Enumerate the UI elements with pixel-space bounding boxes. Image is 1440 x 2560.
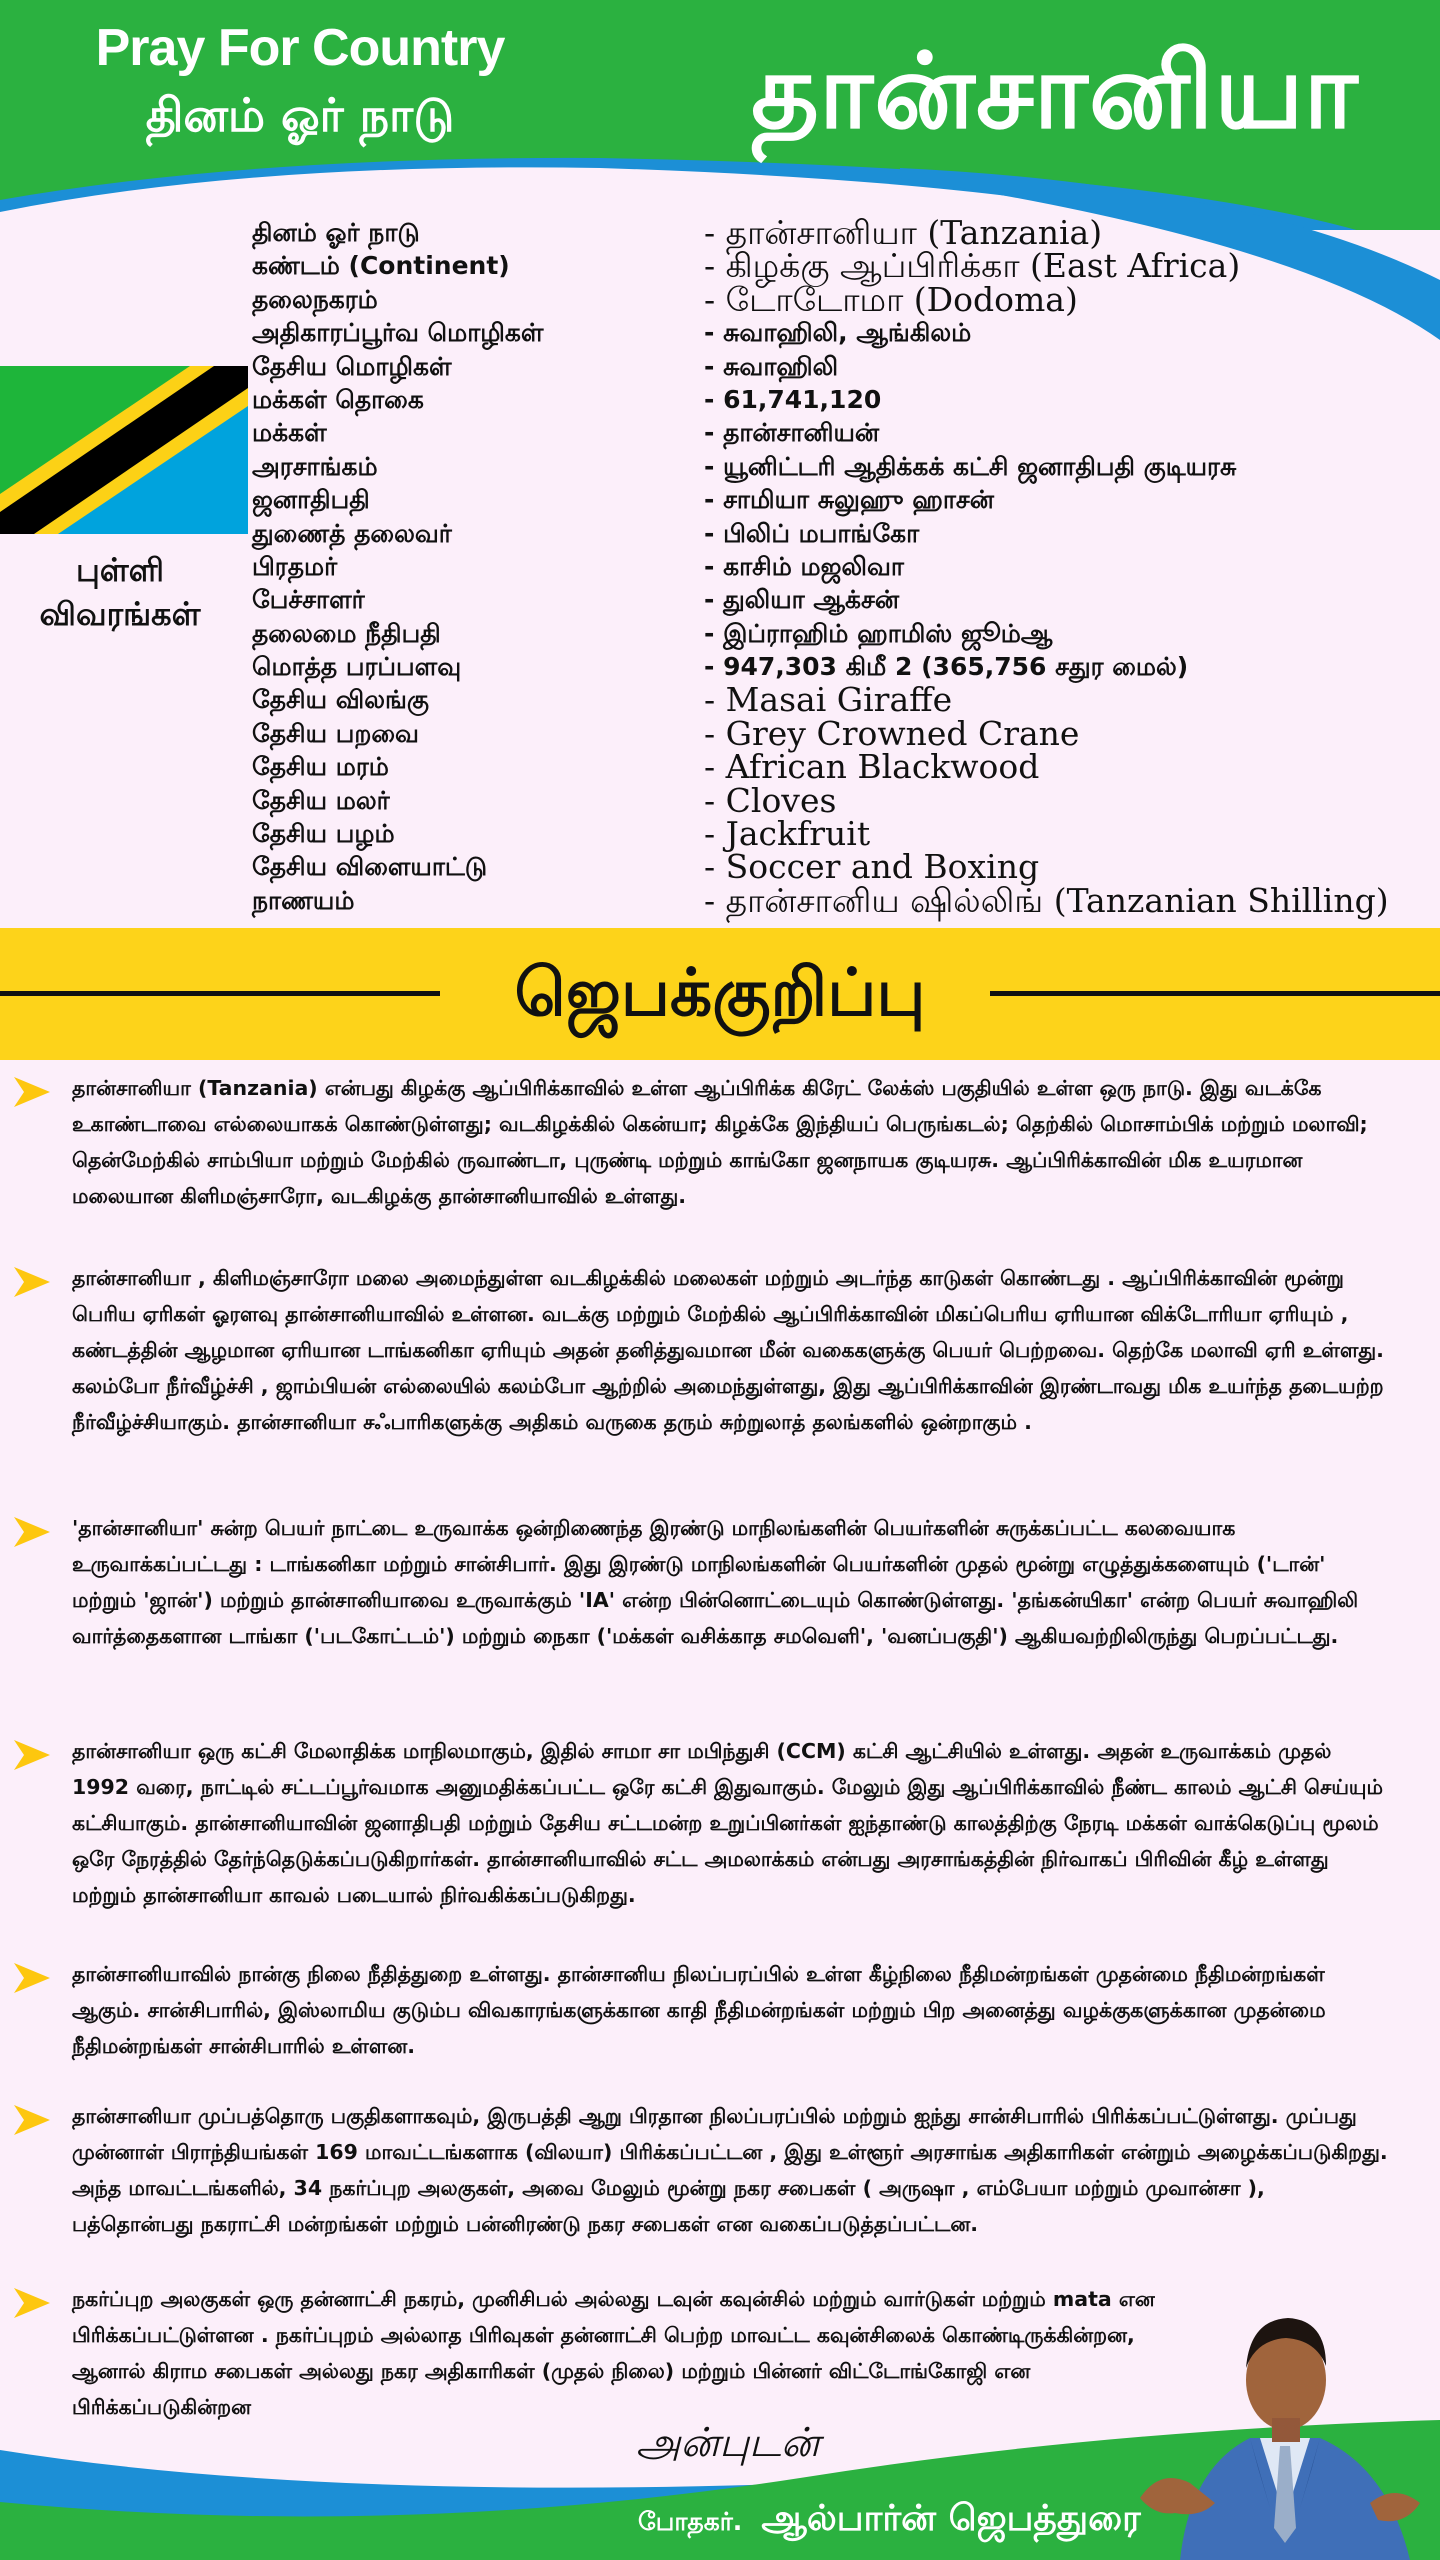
pastor-portrait — [1120, 2268, 1440, 2560]
fact-row — [252, 713, 1432, 753]
fact-row — [252, 246, 1432, 286]
fact-value: - தான்சானியா (Tanzania) — [704, 213, 1103, 252]
pastor-name: ஆல்பார்ன் ஜெபத்துரை — [761, 2498, 1141, 2539]
fact-row — [252, 814, 1432, 854]
arrow-bullet-icon — [14, 1077, 50, 1107]
prayer-points-banner — [0, 928, 1440, 1060]
fact-value: - Jackfruit — [704, 814, 871, 854]
fact-value: - தான்சானியன் — [704, 418, 880, 448]
arrow-bullet-icon — [14, 1267, 50, 1297]
fact-label: தலைமை நீதிபதி — [252, 618, 441, 648]
fact-value: - 947,303 கிமீ 2 (365,756 சதுர மைல்) — [704, 652, 1189, 682]
arrow-bullet-icon — [14, 2105, 50, 2135]
fact-value: - பிலிப் மபாங்கோ — [704, 518, 920, 548]
fact-label: தேசிய மரம் — [252, 752, 389, 782]
fact-label: கண்டம் (Continent) — [252, 251, 510, 281]
facts-table — [252, 213, 1432, 920]
fact-row — [252, 316, 1432, 349]
fact-label: தேசிய பறவை — [252, 718, 419, 748]
fact-row — [252, 583, 1432, 616]
facts-label-line2: விவரங்கள் — [39, 595, 201, 633]
fact-value: - 61,741,120 — [704, 384, 882, 414]
fact-label: தேசிய பழம் — [252, 819, 395, 849]
fact-value: - Grey Crowned Crane — [704, 713, 1080, 753]
fact-label: அதிகாரப்பூர்வ மொழிகள் — [252, 318, 544, 348]
paragraph: 'தான்சானியா' சுன்ற பெயர் நாட்டை உருவாக்க ஒன்றிணைந்த இரண்டு மாநிலங்களின் பெயர்களின் சுருக்கப்பட்ட கலவையாக உருவாக்கப்பட்டது : டாங்கனிகா மற்றும் சான்சிபார். இது இரண்டு மாநிலங்களின் பெயர்களின் முதல் மூன்று எழுத்துக்களையும் ('டான்' மற்றும் 'ஜான்') மற்றும் தான்சானியாவை உருவாக்கும் 'IA' என்ற பின்னொட்டையும் கொண்டுள்ளது. 'தங்கன்யிகா' என்ற பெயர் சுவாஹிலி வார்த்தைகளான டாங்கா ('படகோட்டம்') மற்றும் நைகா ('மக்கள் வசிக்காத சமவெளி', 'வனப்பகுதி') ஆகியவற்றிலிருந்து பெறப்பட்டது. — [72, 1516, 1359, 1648]
fact-label: பேச்சாளர் — [252, 585, 365, 615]
country-title: தான்சானியா — [751, 30, 1359, 152]
arrow-bullet-icon — [14, 2288, 50, 2318]
tanzania-flag-icon — [0, 366, 248, 534]
fact-label: மொத்த பரப்பளவு — [252, 652, 462, 682]
fact-label: மக்கள் தொகை — [252, 384, 424, 414]
fact-row — [252, 650, 1432, 683]
fact-label: தினம் ஓர் நாடு — [252, 218, 420, 247]
paragraph: தான்சானியாவில் நான்கு நிலை நீதித்துறை உள்ளது. தான்சானிய நிலப்பரப்பில் உள்ள கீழ்நிலை நீதிமன்றங்கள் முதன்மை நீதிமன்றங்கள் ஆகும். சான்சிபாரில், இஸ்லாமிய குடும்ப விவகாரங்களுக்கான காதி நீதிமன்றங்கள் மற்றும் பிற அனைத்து வழக்குகளுக்கான முதன்மை நீதிமன்றங்கள் சான்சிபாரில் உள்ளன. — [72, 1962, 1326, 2058]
fact-label: நாணயம் — [252, 885, 355, 915]
regards-text: அன்புடன் — [636, 2420, 820, 2466]
fact-value: - கிழக்கு ஆப்பிரிக்கா (East Africa) — [704, 246, 1241, 286]
fact-label: தேசிய விலங்கு — [252, 685, 429, 715]
fact-row — [252, 213, 1432, 252]
fact-row — [252, 780, 1432, 820]
paragraph: நகர்ப்புற அலகுகள் ஒரு தன்னாட்சி நகரம், முனிசிபல் அல்லது டவுன் கவுன்சில் மற்றும் வார்டுகள் மற்றும் mata என பிரிக்கப்பட்டுள்ளன . நகர்ப்புறம் அல்லாத பிரிவுகள் தன்னாட்சி பெற்ற மாவட்ட கவுன்சிலைக் கொண்டிருக்கின்றன, ஆனால் கிராம சபைகள் அல்லது நகர அதிகாரிகள் (முதல் நிலை) மற்றும் பின்னர் விட்டோங்கோஜி என பிரிக்கப்படுகின்றன — [72, 2287, 1155, 2419]
paragraph: தான்சானியா ஒரு கட்சி மேலாதிக்க மாநிலமாகும், இதில் சாமா சா மபிந்துசி (CCM) கட்சி ஆட்சியில் உள்ளது. அதன் உருவாக்கம் முதல் 1992 வரை, நாட்டில் சட்டப்பூர்வமாக அனுமதிக்கப்பட்ட ஒரே கட்சி இதுவாகும். மேலும் இது ஆப்பிரிக்காவில் நீண்ட காலம் ஆட்சி செய்யும் கட்சியாகும். தான்சானியாவின் ஜனாதிபதி மற்றும் தேசிய சட்டமன்ற உறுப்பினர்கள் ஐந்தாண்டு காலத்திற்கு நேரடி மக்கள் வாக்கெடுப்பு மூலம் ஒரே நேரத்தில் தேர்ந்தெடுக்கப்படுகிறார்கள். தான்சானியாவில் சட்ட அமலாக்கம் என்பது அரசாங்கத்தின் நிர்வாகப் பிரிவின் கீழ் உள்ளது மற்றும் தான்சானியா காவல் படையால் நிர்வகிக்கப்படுகிறது. — [72, 1739, 1383, 1907]
signature — [638, 2498, 1141, 2544]
fact-value: - டோடோமா (Dodoma) — [704, 279, 1078, 319]
fact-label: அரசாங்கம் — [252, 451, 378, 481]
fact-label: தேசிய மொழிகள் — [252, 351, 452, 381]
fact-row — [252, 680, 1432, 720]
fact-label: மக்கள் — [252, 418, 327, 448]
fact-value: - யூனிட்டரி ஆதிக்கக் கட்சி ஜனாதிபதி குடியரசு — [704, 451, 1237, 481]
paragraph: தான்சானியா , கிளிமஞ்சாரோ மலை அமைந்துள்ள வடகிழக்கில் மலைகள் மற்றும் அடர்ந்த காடுகள் கொண்டது . ஆப்பிரிக்காவின் மூன்று பெரிய ஏரிகள் ஓரளவு தான்சானியாவில் உள்ளன. வடக்கு மற்றும் மேற்கில் ஆப்பிரிக்காவின் மிகப்பெரிய ஏரியான விக்டோரியா ஏரியும் , கண்டத்தின் ஆழமான ஏரியான டாங்கனிகா ஏரியும் அதன் தனித்துவமான மீன் வகைகளுக்கு பெயர் பெற்றவை. தெற்கே மலாவி ஏரி உள்ளது. கலம்போ நீர்வீழ்ச்சி , ஜாம்பியன் எல்லையில் கலம்போ ஆற்றில் அமைந்துள்ளது, இது ஆப்பிரிக்காவின் இரண்டாவது மிக உயர்ந்த தடையற்ற நீர்வீழ்ச்சியாகும். தான்சானியா சஃபாரிகளுக்கு அதிகம் வருகை தரும் சுற்றுலாத் தலங்களில் ஒன்றாகும் . — [72, 1266, 1384, 1434]
fact-value: - Soccer and Boxing — [704, 847, 1040, 887]
arrow-bullet-icon — [14, 1517, 50, 1547]
header-title-ta: தினம் ஓர் நாடு — [145, 88, 455, 142]
fact-value: - சாமியா சுலுஹு ஹாசன் — [704, 485, 994, 515]
header-title-en: Pray For Country — [95, 19, 505, 77]
fact-value: - சுவாஹிலி, ஆங்கிலம் — [704, 318, 972, 348]
fact-row — [252, 350, 1432, 383]
fact-label: தலைநகரம் — [252, 284, 378, 314]
fact-value: - துலியா ஆக்சன் — [704, 585, 900, 615]
fact-label: துணைத் தலைவர் — [252, 518, 452, 548]
fact-label: பிரதமர் — [252, 551, 338, 581]
fact-row — [252, 847, 1432, 887]
fact-row — [252, 517, 1432, 550]
fact-label: தேசிய மலர் — [252, 785, 390, 815]
fact-label: தேசிய விளையாட்டு — [252, 852, 488, 882]
fact-value: - Masai Giraffe — [704, 680, 953, 720]
arrow-bullet-icon — [14, 1740, 50, 1770]
fact-row — [252, 450, 1432, 483]
fact-row — [252, 416, 1432, 449]
facts-label-line1: புள்ளி — [75, 551, 165, 589]
fact-value: - காசிம் மஜலிவா — [704, 551, 904, 581]
fact-row — [252, 747, 1432, 787]
pastor-title: போதகர். — [638, 2507, 743, 2536]
fact-row — [252, 550, 1432, 583]
fact-label: ஜனாதிபதி — [252, 485, 370, 515]
facts-section-label — [0, 548, 240, 636]
fact-value: - African Blackwood — [704, 747, 1040, 787]
fact-row — [252, 279, 1432, 319]
paragraph: தான்சானியா முப்பத்தொரு பகுதிகளாகவும், இருபத்தி ஆறு பிரதான நிலப்பரப்பில் மற்றும் ஐந்து சான்சிபாரில் பிரிக்கப்பட்டுள்ளது. முப்பது முன்னாள் பிராந்தியங்கள் 169 மாவட்டங்களாக (விலயா) பிரிக்கப்பட்டன , இது உள்ளூர் அரசாங்க அதிகாரிகள் என்றும் அழைக்கப்படுகிறது. அந்த மாவட்டங்களில், 34 நகர்ப்புற அலகுகள், அவை மேலும் மூன்று நகர சபைகள் ( அருஷா , எம்பேயா மற்றும் முவான்சா ), பத்தொன்பது நகராட்சி மன்றங்கள் மற்றும் பன்னிரண்டு நகர சபைகள் என வகைப்படுத்தப்பட்டன. — [72, 2104, 1388, 2236]
fact-value: - தான்சானிய ஷில்லிங் (Tanzanian Shilling) — [704, 880, 1389, 920]
paragraph: தான்சானியா (Tanzania) என்பது கிழக்கு ஆப்பிரிக்காவில் உள்ள ஆப்பிரிக்க கிரேட் லேக்ஸ் பகுதியில் உள்ள ஒரு நாடு. இது வடக்கே உகாண்டாவை எல்லையாகக் கொண்டுள்ளது; வடகிழக்கில் கென்யா; கிழக்கே இந்தியப் பெருங்கடல்; தெற்கில் மொசாம்பிக் மற்றும் மலாவி; தென்மேற்கில் சாம்பியா மற்றும் மேற்கில் ருவாண்டா, புருண்டி மற்றும் காங்கோ ஜனநாயக குடியரசு. ஆப்பிரிக்காவின் மிக உயரமான மலையான கிளிமஞ்சாரோ, வடகிழக்கு தான்சானியாவில் உள்ளது. — [72, 1076, 1368, 1208]
fact-row — [252, 617, 1432, 650]
fact-value: - இப்ராஹிம் ஹாமிஸ் ஜூம்ஆ — [704, 618, 1053, 648]
fact-row — [252, 383, 1432, 416]
fact-value: - சுவாஹிலி — [704, 351, 839, 381]
prayer-points-title: ஜெபக்குறிப்பு — [514, 954, 926, 1031]
fact-row — [252, 880, 1432, 920]
fact-value: - Cloves — [704, 780, 837, 820]
fact-row — [252, 483, 1432, 516]
arrow-bullet-icon — [14, 1963, 50, 1993]
